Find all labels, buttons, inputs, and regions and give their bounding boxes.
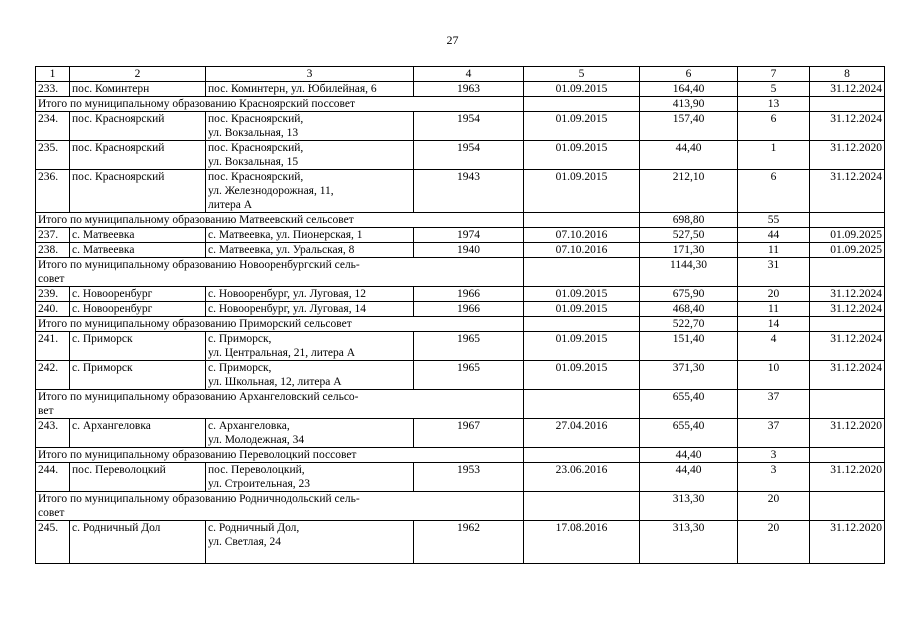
locality-cell: с. Новооренбург xyxy=(70,302,206,317)
subtotal-empty-cell xyxy=(524,448,640,463)
year-cell: 1953 xyxy=(414,463,524,492)
cell-line: ул. Центральная, 21, литера А xyxy=(208,347,356,359)
row-number: 235. xyxy=(36,141,70,170)
subtotal-area: 522,70 xyxy=(640,317,738,332)
subtotal-label xyxy=(36,97,524,112)
cell-line: совет xyxy=(38,273,65,285)
cell-line: ул. Вокзальная, 13 xyxy=(208,127,299,139)
header-row xyxy=(36,67,885,82)
register-table xyxy=(35,66,885,564)
cell-line: пос. Переволоцкий, xyxy=(208,464,305,476)
count-cell: 37 xyxy=(738,419,810,448)
area-cell: 675,90 xyxy=(640,287,738,302)
count-cell: 20 xyxy=(738,287,810,302)
count-cell: 20 xyxy=(738,521,810,564)
end-date-cell: 31.12.2024 xyxy=(810,287,885,302)
area-cell: 313,30 xyxy=(640,521,738,564)
cell-line: Итого по муниципальному образованию Родничнодольский сель- xyxy=(38,493,360,505)
blank-line xyxy=(208,549,411,563)
cell-line: пос. Коминтерн, ул. Юбилейная, 6 xyxy=(208,83,377,95)
year-cell: 1963 xyxy=(414,82,524,97)
subtotal-label xyxy=(36,390,524,419)
date-cell: 01.09.2015 xyxy=(524,82,640,97)
address-cell xyxy=(206,141,414,170)
year-cell: 1962 xyxy=(414,521,524,564)
locality-cell: с. Родничный Дол xyxy=(70,521,206,564)
count-cell: 6 xyxy=(738,112,810,141)
cell-line: совет xyxy=(38,507,65,519)
count-cell: 4 xyxy=(738,332,810,361)
subtotal-area: 313,30 xyxy=(640,492,738,521)
cell-line: с. Приморск, xyxy=(208,362,272,374)
end-date-cell: 31.12.2020 xyxy=(810,141,885,170)
row-number: 240. xyxy=(36,302,70,317)
subtotal-empty-cell xyxy=(810,258,885,287)
end-date-cell: 31.12.2024 xyxy=(810,112,885,141)
subtotal-empty-cell xyxy=(524,258,640,287)
date-cell: 27.04.2016 xyxy=(524,419,640,448)
table-row xyxy=(36,82,885,97)
locality-cell: пос. Красноярский xyxy=(70,112,206,141)
year-cell: 1954 xyxy=(414,141,524,170)
table-row xyxy=(36,361,885,390)
cell-line: пос. Красноярский, xyxy=(208,113,304,125)
date-cell: 01.09.2015 xyxy=(524,361,640,390)
address-cell xyxy=(206,463,414,492)
cell-line: Итого по муниципальному образованию Переволоцкий поссовет xyxy=(38,449,357,461)
cell-line: с. Новооренбург, ул. Луговая, 14 xyxy=(208,303,366,315)
area-cell: 468,40 xyxy=(640,302,738,317)
address-cell xyxy=(206,170,414,213)
count-cell: 1 xyxy=(738,141,810,170)
subtotal-label xyxy=(36,258,524,287)
area-cell: 171,30 xyxy=(640,243,738,258)
year-cell: 1943 xyxy=(414,170,524,213)
table-row xyxy=(36,463,885,492)
column-header: 2 xyxy=(70,67,206,82)
locality-cell: с. Матвеевка xyxy=(70,243,206,258)
date-cell: 01.09.2015 xyxy=(524,141,640,170)
end-date-cell: 31.12.2024 xyxy=(810,82,885,97)
year-cell: 1965 xyxy=(414,332,524,361)
count-cell: 6 xyxy=(738,170,810,213)
subtotal-count: 55 xyxy=(738,213,810,228)
year-cell: 1966 xyxy=(414,302,524,317)
row-number: 243. xyxy=(36,419,70,448)
date-cell: 01.09.2015 xyxy=(524,170,640,213)
column-header: 5 xyxy=(524,67,640,82)
column-header: 4 xyxy=(414,67,524,82)
locality-cell: с. Приморск xyxy=(70,361,206,390)
row-number: 238. xyxy=(36,243,70,258)
cell-line: с. Родничный Дол, xyxy=(208,522,300,534)
area-cell: 212,10 xyxy=(640,170,738,213)
subtotal-empty-cell xyxy=(524,492,640,521)
date-cell: 17.08.2016 xyxy=(524,521,640,564)
cell-line: пос. Красноярский, xyxy=(208,171,304,183)
cell-line: вет xyxy=(38,405,54,417)
subtotal-count: 20 xyxy=(738,492,810,521)
table-row xyxy=(36,419,885,448)
count-cell: 44 xyxy=(738,228,810,243)
column-header: 7 xyxy=(738,67,810,82)
row-number: 233. xyxy=(36,82,70,97)
address-cell xyxy=(206,287,414,302)
cell-line: Итого по муниципальному образованию Архангеловский сельсо- xyxy=(38,391,359,403)
count-cell: 11 xyxy=(738,243,810,258)
date-cell: 23.06.2016 xyxy=(524,463,640,492)
address-cell xyxy=(206,302,414,317)
end-date-cell: 31.12.2024 xyxy=(810,332,885,361)
date-cell: 07.10.2016 xyxy=(524,243,640,258)
table-row xyxy=(36,302,885,317)
column-header: 6 xyxy=(640,67,738,82)
table-row xyxy=(36,521,885,564)
count-cell: 10 xyxy=(738,361,810,390)
end-date-cell: 31.12.2020 xyxy=(810,419,885,448)
locality-cell: с. Архангеловка xyxy=(70,419,206,448)
address-cell xyxy=(206,419,414,448)
subtotal-area: 655,40 xyxy=(640,390,738,419)
subtotal-row xyxy=(36,258,885,287)
row-number: 242. xyxy=(36,361,70,390)
subtotal-area: 44,40 xyxy=(640,448,738,463)
column-header: 3 xyxy=(206,67,414,82)
subtotal-empty-cell xyxy=(810,213,885,228)
locality-cell: с. Новооренбург xyxy=(70,287,206,302)
subtotal-area: 1144,30 xyxy=(640,258,738,287)
table-row xyxy=(36,112,885,141)
cell-line: ул. Светлая, 24 xyxy=(208,536,281,548)
cell-line: литера А xyxy=(208,199,253,211)
area-cell: 655,40 xyxy=(640,419,738,448)
address-cell xyxy=(206,112,414,141)
cell-line: Итого по муниципальному образованию Матвеевский сельсовет xyxy=(38,214,354,226)
date-cell: 01.09.2015 xyxy=(524,332,640,361)
cell-line: ул. Железнодорожная, 11, xyxy=(208,185,334,197)
row-number: 234. xyxy=(36,112,70,141)
cell-line: пос. Красноярский, xyxy=(208,142,304,154)
year-cell: 1967 xyxy=(414,419,524,448)
end-date-cell: 31.12.2020 xyxy=(810,521,885,564)
subtotal-area: 413,90 xyxy=(640,97,738,112)
row-number: 244. xyxy=(36,463,70,492)
cell-line: с. Новооренбург, ул. Луговая, 12 xyxy=(208,288,366,300)
area-cell: 151,40 xyxy=(640,332,738,361)
subtotal-label xyxy=(36,448,524,463)
end-date-cell: 31.12.2020 xyxy=(810,463,885,492)
row-number: 237. xyxy=(36,228,70,243)
subtotal-count: 37 xyxy=(738,390,810,419)
address-cell xyxy=(206,243,414,258)
address-cell xyxy=(206,82,414,97)
subtotal-row xyxy=(36,317,885,332)
subtotal-row xyxy=(36,390,885,419)
locality-cell: пос. Переволоцкий xyxy=(70,463,206,492)
end-date-cell: 01.09.2025 xyxy=(810,243,885,258)
column-header: 8 xyxy=(810,67,885,82)
subtotal-empty-cell xyxy=(810,317,885,332)
locality-cell: пос. Коминтерн xyxy=(70,82,206,97)
locality-cell: пос. Красноярский xyxy=(70,141,206,170)
end-date-cell: 31.12.2024 xyxy=(810,361,885,390)
address-cell xyxy=(206,361,414,390)
address-cell xyxy=(206,228,414,243)
subtotal-empty-cell xyxy=(810,97,885,112)
count-cell: 11 xyxy=(738,302,810,317)
cell-line: ул. Строительная, 23 xyxy=(208,478,310,490)
cell-line: с. Матвеевка, ул. Пионерская, 1 xyxy=(208,229,363,241)
subtotal-count: 3 xyxy=(738,448,810,463)
locality-cell: пос. Красноярский xyxy=(70,170,206,213)
subtotal-empty-cell xyxy=(810,492,885,521)
count-cell: 3 xyxy=(738,463,810,492)
subtotal-empty-cell xyxy=(810,390,885,419)
end-date-cell: 31.12.2024 xyxy=(810,302,885,317)
cell-line: ул. Молодежная, 34 xyxy=(208,434,305,446)
subtotal-label xyxy=(36,213,524,228)
subtotal-row xyxy=(36,448,885,463)
area-cell: 164,40 xyxy=(640,82,738,97)
date-cell: 07.10.2016 xyxy=(524,228,640,243)
area-cell: 44,40 xyxy=(640,463,738,492)
year-cell: 1940 xyxy=(414,243,524,258)
year-cell: 1954 xyxy=(414,112,524,141)
subtotal-count: 14 xyxy=(738,317,810,332)
subtotal-empty-cell xyxy=(524,390,640,419)
subtotal-empty-cell xyxy=(810,448,885,463)
year-cell: 1966 xyxy=(414,287,524,302)
subtotal-row xyxy=(36,492,885,521)
subtotal-area: 698,80 xyxy=(640,213,738,228)
end-date-cell: 31.12.2024 xyxy=(810,170,885,213)
count-cell: 5 xyxy=(738,82,810,97)
subtotal-label xyxy=(36,317,524,332)
cell-line: Итого по муниципальному образованию Приморский сельсовет xyxy=(38,318,352,330)
subtotal-row xyxy=(36,213,885,228)
subtotal-empty-cell xyxy=(524,317,640,332)
year-cell: 1974 xyxy=(414,228,524,243)
locality-cell: с. Приморск xyxy=(70,332,206,361)
cell-line: Итого по муниципальному образованию Новооренбургский сель- xyxy=(38,259,360,271)
row-number: 245. xyxy=(36,521,70,564)
end-date-cell: 01.09.2025 xyxy=(810,228,885,243)
row-number: 236. xyxy=(36,170,70,213)
table-row xyxy=(36,141,885,170)
cell-line: с. Матвеевка, ул. Уральская, 8 xyxy=(208,244,355,256)
locality-cell: с. Матвеевка xyxy=(70,228,206,243)
date-cell: 01.09.2015 xyxy=(524,112,640,141)
table-row xyxy=(36,287,885,302)
cell-line: с. Приморск, xyxy=(208,333,272,345)
column-header: 1 xyxy=(36,67,70,82)
address-cell xyxy=(206,521,414,564)
area-cell: 44,40 xyxy=(640,141,738,170)
area-cell: 157,40 xyxy=(640,112,738,141)
subtotal-count: 13 xyxy=(738,97,810,112)
subtotal-count: 31 xyxy=(738,258,810,287)
area-cell: 527,50 xyxy=(640,228,738,243)
subtotal-empty-cell xyxy=(524,213,640,228)
cell-line: ул. Вокзальная, 15 xyxy=(208,156,299,168)
row-number: 239. xyxy=(36,287,70,302)
area-cell: 371,30 xyxy=(640,361,738,390)
address-cell xyxy=(206,332,414,361)
table-row xyxy=(36,228,885,243)
page-number: 27 xyxy=(446,33,459,47)
subtotal-row xyxy=(36,97,885,112)
table-row xyxy=(36,332,885,361)
date-cell: 01.09.2015 xyxy=(524,287,640,302)
year-cell: 1965 xyxy=(414,361,524,390)
subtotal-empty-cell xyxy=(524,97,640,112)
cell-line: Итого по муниципальному образованию Красноярский поссовет xyxy=(38,98,356,110)
cell-line: с. Архангеловка, xyxy=(208,420,290,432)
cell-line: ул. Школьная, 12, литера А xyxy=(208,376,342,388)
subtotal-label xyxy=(36,492,524,521)
table-row xyxy=(36,243,885,258)
table-row xyxy=(36,170,885,213)
row-number: 241. xyxy=(36,332,70,361)
date-cell: 01.09.2015 xyxy=(524,302,640,317)
